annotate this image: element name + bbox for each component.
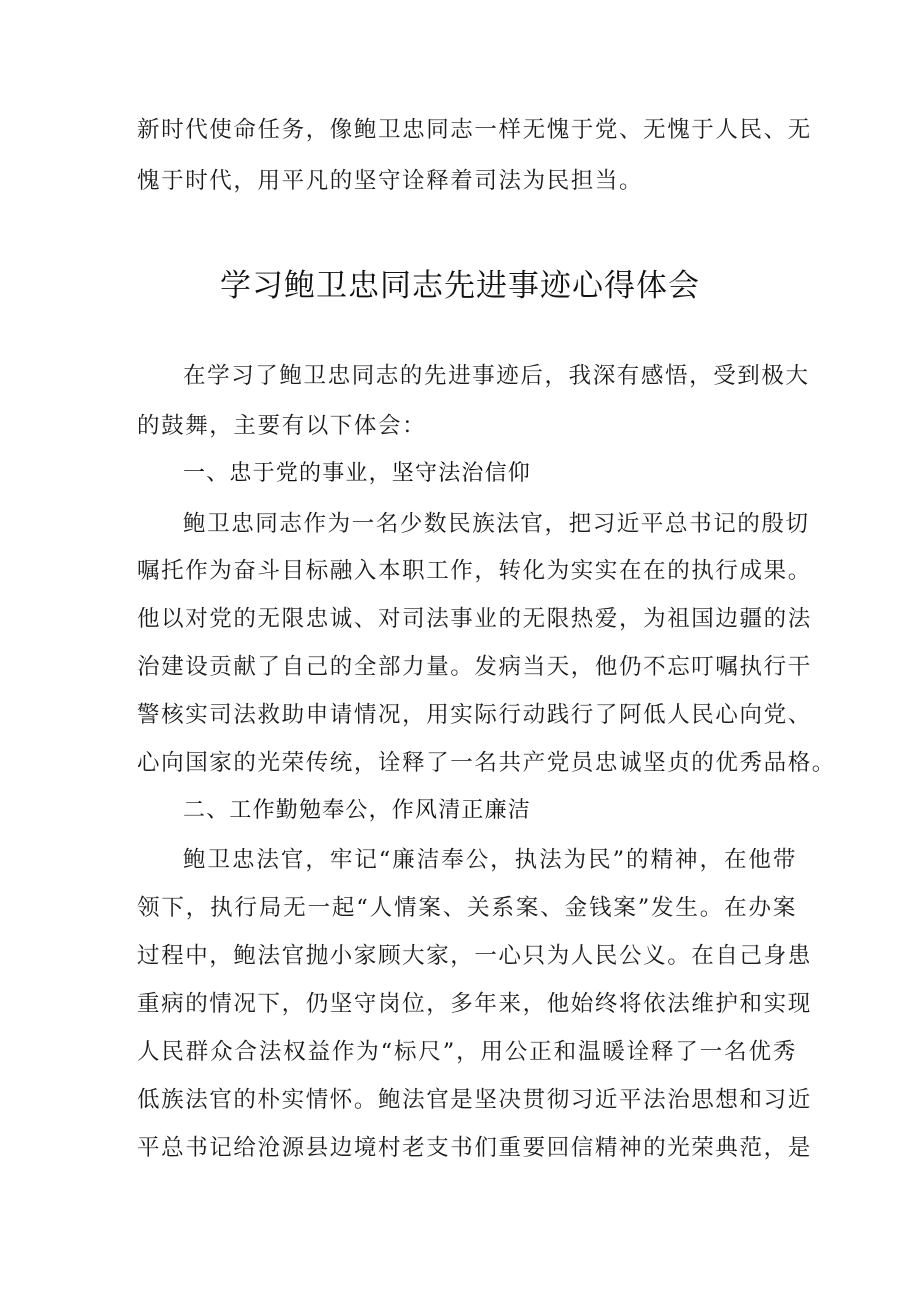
section1-line: 嘱托作为奋斗目标融入本职工作，转化为实实在在的执行成果。 [137,558,812,584]
page-title: 学习鲍卫忠同志先进事迹心得体会 [220,268,700,304]
section1-line: 鲍卫忠同志作为一名少数民族法官，把习近平总书记的殷切 [183,511,810,537]
section1-line: 心向国家的光荣传统，诠释了一名共产党员忠诚坚贞的优秀品格。 [137,750,836,776]
section2-line: 重病的情况下，仍坚守岗位，多年来，他始终将依法维护和实现 [137,991,812,1017]
intro-line: 愧于时代，用平凡的坚守诠释着司法为民担当。 [137,168,644,194]
section1-line: 他以对党的无限忠诚、对司法事业的无限热爱，为祖国边疆的法 [137,606,812,632]
section-heading-2: 二、工作勤勉奉公，作风清正廉洁 [183,798,532,823]
section2-line: 低族法官的朴实情怀。鲍法官是坚决贯彻习近平法治思想和习近 [137,1087,812,1113]
section2-line: 鲍卫忠法官，牢记“廉洁奉公，执法为民”的精神，在他带 [183,847,797,873]
opening-line: 的鼓舞，主要有以下体会： [137,413,427,439]
section1-line: 治建设贡献了自己的全部力量。发病当天，他仍不忘叮嘱执行干 [137,654,812,680]
section2-line: 领下，执行局无一起“人情案、关系案、金钱案”发生。在办案 [137,895,797,921]
intro-line: 新时代使命任务，像鲍卫忠同志一样无愧于党、无愧于人民、无 [137,117,812,143]
section1-line: 警核实司法救助申请情况，用实际行动践行了阿低人民心向党、 [137,702,812,728]
section2-line: 平总书记给沧源县边境村老支书们重要回信精神的光荣典范，是 [137,1135,812,1161]
section2-line: 过程中，鲍法官抛小家顾大家，一心只为人民公义。在自己身患 [137,943,812,969]
opening-line: 在学习了鲍卫忠同志的先进事迹后，我深有感悟，受到极大 [183,363,810,389]
section2-line: 人民群众合法权益作为“标尺”，用公正和温暖诠释了一名优秀 [137,1039,797,1065]
section-heading-1: 一、忠于党的事业，坚守法治信仰 [183,461,532,486]
